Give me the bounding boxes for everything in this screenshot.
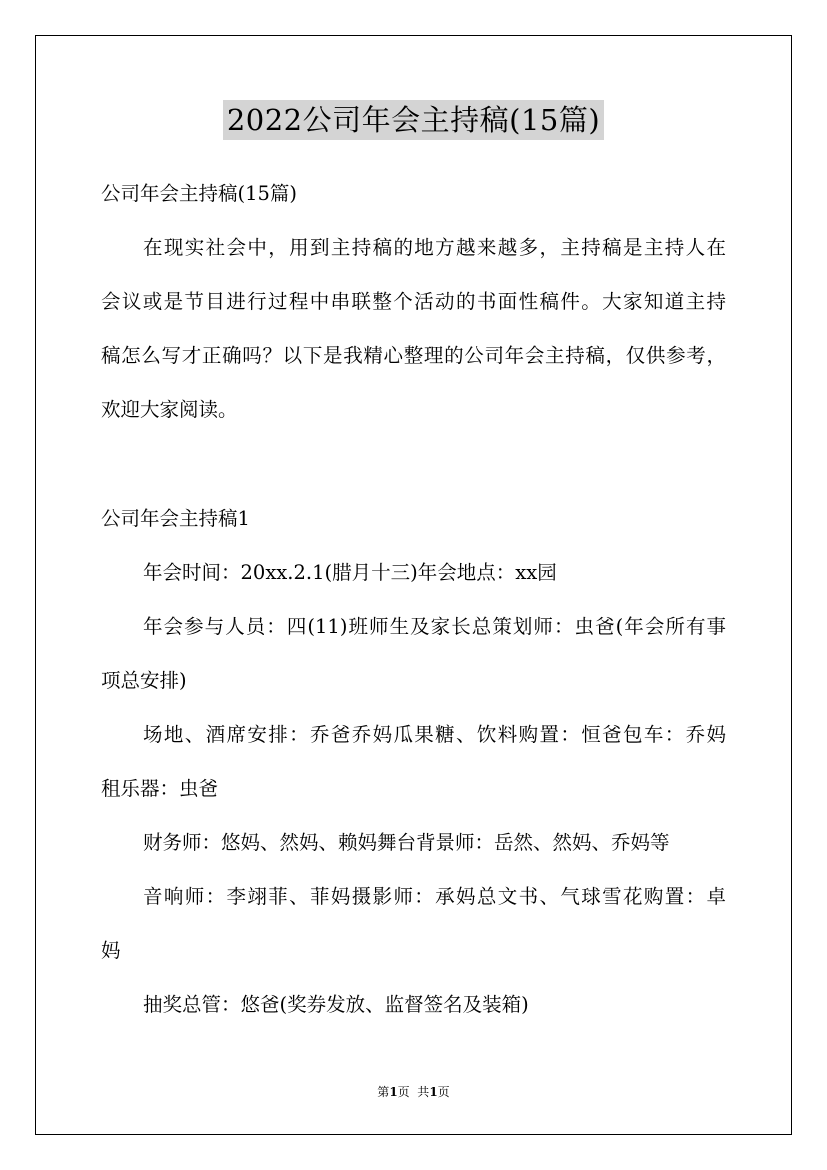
- document-title: 2022公司年会主持稿(15篇): [223, 100, 604, 140]
- intro-line: 欢迎大家阅读。: [101, 398, 238, 421]
- title-container: [0, 100, 827, 140]
- intro-line: 会议或是节目进行过程中串联整个活动的书面性稿件。大家知道主持: [101, 290, 726, 313]
- document-subtitle: 公司年会主持稿(15篇): [101, 182, 298, 205]
- section-line: 年会时间：20xx.2.1(腊月十三)年会地点：xx园: [143, 561, 557, 584]
- intro-line: 在现实社会中，用到主持稿的地方越来越多，主持稿是主持人在: [143, 236, 726, 259]
- section-line: 项总安排): [101, 669, 187, 692]
- section-line: 年会参与人员：四(11)班师生及家长总策划师：虫爸(年会所有事: [143, 615, 726, 638]
- section-line: 财务师：悠妈、然妈、赖妈舞台背景师：岳然、然妈、乔妈等: [143, 831, 670, 854]
- footer-page-current: 1: [389, 1085, 398, 1099]
- section-line: 租乐器：虫爸: [101, 777, 219, 800]
- footer-page-suffix: 页: [437, 1085, 450, 1099]
- footer-page-total: 1: [429, 1085, 438, 1099]
- footer-page-mid: 页 共: [397, 1085, 430, 1099]
- section-line: 妈: [101, 939, 121, 962]
- section-line: 抽奖总管：悠爸(奖券发放、监督签名及装箱): [143, 993, 529, 1016]
- page-footer: [0, 1084, 827, 1100]
- intro-line: 稿怎么写才正确吗？以下是我精心整理的公司年会主持稿，仅供参考，: [101, 344, 726, 367]
- section-heading: 公司年会主持稿1: [101, 507, 250, 530]
- section-line: 音响师：李翊菲、菲妈摄影师：承妈总文书、气球雪花购置：卓: [143, 885, 726, 908]
- footer-page-prefix: 第: [377, 1085, 390, 1099]
- section-line: 场地、酒席安排：乔爸乔妈瓜果糖、饮料购置：恒爸包车：乔妈: [143, 723, 726, 746]
